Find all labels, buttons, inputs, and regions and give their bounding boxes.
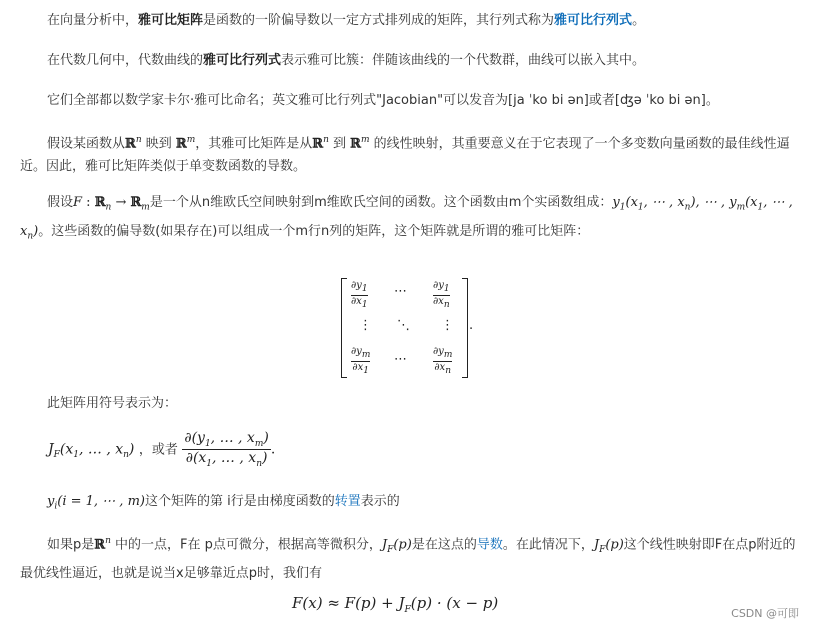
math: , ⋯ ,: [695, 195, 730, 210]
math: ): [690, 195, 696, 210]
paragraph-gradient: [20, 490, 803, 519]
paragraph-algebraic-geometry: [20, 49, 803, 72]
term-jacobian-determinant: 雅可比行列式: [203, 53, 282, 68]
fraction: $\frac{\partial(y_1, \dots , x_m)}{\partial(x_1, \dots , x_n)}$: [184, 430, 269, 469]
text: 在向量分析中，: [47, 13, 139, 28]
hdots-bottom: ⋯: [394, 352, 407, 367]
math: (x: [745, 195, 758, 210]
math-sup: n: [323, 135, 329, 145]
link-jacobian-determinant[interactable]: 雅可比行列式: [554, 13, 633, 28]
paragraph-notation: 此矩阵用符号表示为：: [47, 396, 178, 411]
math-sub: n: [684, 202, 691, 213]
text: 是一个从n维欧氏空间映射到m维欧氏空间的函数。这个函数由m个实函数组成：: [149, 195, 613, 210]
math-sub: n: [27, 231, 34, 242]
matrix-period: .: [469, 318, 474, 333]
text: 。: [632, 13, 646, 28]
math-sub: m: [736, 202, 746, 213]
link-derivative[interactable]: 导数: [476, 537, 503, 553]
math-real: ℝ: [94, 195, 106, 210]
math-sub: 1: [619, 202, 626, 213]
math-sup: m: [186, 135, 196, 145]
text: 是在这点的: [411, 537, 477, 553]
text: 这个线性映射即F在点p附近的最优线性逼近，也就是说当x足够靠近点p时，我们有: [20, 537, 796, 581]
math-real: ℝ: [312, 136, 324, 152]
math: (x: [625, 195, 638, 210]
left-bracket: [341, 278, 347, 378]
math-y: y: [47, 494, 55, 509]
paragraph-differentiable: [20, 530, 803, 585]
paragraph-naming: 它们全部都以数学家卡尔·雅可比命名；英文雅可比行列式"Jacobian"可以发音为[ja ˈko bi ən]或者[ʤə ˈko bi ən]。: [47, 93, 719, 108]
math: , ⋯ , x: [20, 195, 793, 239]
math-sub: i: [54, 501, 58, 512]
math-real: ℝ: [94, 537, 106, 553]
text: 如果p是: [47, 537, 95, 553]
math-sup: n: [135, 135, 142, 145]
math-sub: F: [387, 544, 394, 555]
math-real: ℝ: [350, 136, 361, 152]
matrix-cell-top-right: $\frac{\partial y_1}{\partial x_n}$: [433, 280, 450, 310]
ddots: ⋱: [397, 318, 410, 333]
paragraph-intro: [20, 9, 803, 32]
vdots-left: ⋮: [359, 318, 372, 333]
math: ): [33, 223, 39, 239]
math-sub: 1: [637, 202, 644, 213]
math-colon: :: [82, 195, 95, 210]
math-y: y: [729, 195, 737, 210]
math-sub: 1: [757, 202, 764, 213]
text: 到: [328, 136, 351, 152]
math: , ⋯ , x: [643, 195, 685, 210]
math-J: J: [593, 537, 600, 553]
text: 这个矩阵的第 i行是由梯度函数的: [144, 494, 335, 509]
text: 。在此情况下，: [502, 537, 594, 553]
link-transpose[interactable]: 转置: [334, 494, 361, 509]
paragraph-function-definition: [20, 191, 803, 248]
text: ，其雅可比矩阵是从: [195, 136, 313, 152]
math-sub: n: [105, 202, 112, 213]
text: 的线性映射，其重要意义在于它表现了一个多变数向量函数的最佳线性逼近。因此，雅可比矩阵类似于单变数函数的导数。: [20, 136, 790, 175]
text: 表示的: [360, 494, 400, 509]
math-arrow: →: [111, 195, 131, 210]
math-F: F: [73, 195, 83, 210]
math-y: y: [612, 195, 620, 210]
text: 假设: [47, 195, 74, 210]
text: 表示雅可比簇：伴随该曲线的一个代数群，曲线可以嵌入其中。: [281, 53, 646, 68]
text: 是函数的一阶偏导数以一定方式排列成的矩阵，其行列式称为: [203, 13, 555, 28]
math: (p): [605, 537, 624, 553]
math-sub: m: [141, 202, 150, 213]
math: (p): [393, 537, 412, 553]
term-jacobian-matrix: 雅可比矩阵: [138, 13, 204, 28]
math-real: ℝ: [175, 136, 187, 152]
vdots-right: ⋮: [441, 318, 454, 333]
text: 假设某函数从: [47, 136, 126, 152]
jacobian-matrix: [341, 276, 476, 380]
text: 映到: [141, 136, 176, 152]
equation-jacobian-notation: $J_F(x_1$, … , $x_n$) ，或者 $\frac{\partial(y_1, \dots , x_m)}{\partial(x_1, \dots , x_n)}$ .: [48, 430, 276, 469]
math-real: ℝ: [125, 136, 136, 152]
math-J: J: [381, 537, 388, 553]
math-sup: m: [360, 135, 370, 145]
text: 在代数几何中，代数曲线的: [47, 53, 204, 68]
watermark: CSDN @可即: [731, 607, 799, 620]
equation-linear-approximation: $F(x) \approx F(p) + J_F(p) \cdot (x - p)$: [292, 594, 499, 615]
matrix-cell-top-left: $\frac{\partial y_1}{\partial x_1}$: [351, 280, 368, 310]
paragraph-linear-map: [20, 129, 803, 178]
text: 中的一点，F在 p点可微分，根据高等微积分，: [110, 537, 382, 553]
matrix-cell-bottom-left: $\frac{\partial y_m}{\partial x_1}$: [351, 346, 371, 376]
text: 。这些函数的偏导数(如果存在)可以组成一个m行n列的矩阵，这个矩阵就是所谓的雅可比矩阵：: [38, 223, 590, 239]
math-real: ℝ: [130, 195, 142, 210]
math-sub: F: [599, 544, 606, 555]
math-sup: n: [105, 536, 111, 546]
matrix-cell-bottom-right: $\frac{\partial y_m}{\partial x_n}$: [433, 346, 453, 376]
hdots-top: ⋯: [394, 284, 407, 299]
math: (i = 1, ⋯ , m): [57, 494, 145, 509]
right-bracket: [462, 278, 468, 378]
